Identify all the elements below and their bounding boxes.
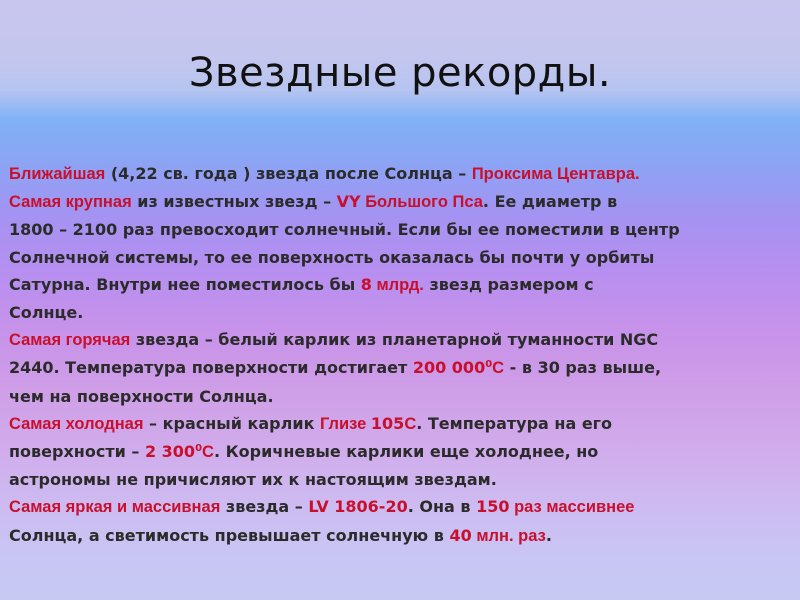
- hottest-temp-text: . Температура поверхности достигает: [53, 358, 413, 378]
- brightest-mass-text: раз массивнее: [509, 498, 635, 517]
- coldest-line-2-end: . Коричневые карлики еще холоднее, но: [213, 442, 599, 462]
- hottest-line-2: [9, 354, 791, 382]
- coldest-line-2-text: поверхности –: [9, 442, 145, 462]
- slide-title: Звездные рекорды.: [188, 50, 612, 96]
- nearest-line-1: [9, 160, 791, 188]
- brightest-lum-number: 40: [449, 525, 472, 545]
- coldest-temp-intro: . Температура на его: [416, 413, 613, 433]
- nearest-star-name: Проксима Центавра.: [471, 165, 640, 183]
- largest-line-4: [9, 271, 791, 299]
- hottest-label: Самая горячая: [9, 331, 131, 350]
- nearest-distance: (4,22 св. года ): [105, 164, 251, 183]
- coldest-star-name: Глизе: [320, 414, 371, 433]
- nearest-text: звезда после Солнца –: [250, 164, 472, 183]
- hottest-degree-sup: 0: [485, 359, 493, 371]
- hottest-factor: 30: [537, 358, 560, 378]
- hottest-line-3: чем на поверхности Солнца.: [9, 386, 274, 406]
- largest-line-5: Солнце.: [9, 303, 84, 323]
- brightest-line-1: [9, 493, 791, 521]
- largest-ratio: 1800 – 2100: [9, 220, 118, 240]
- nearest-label: Ближайшая: [9, 165, 106, 183]
- coldest-degree-sup: 0: [195, 443, 203, 455]
- largest-text: из известных звезд –: [131, 192, 337, 212]
- largest-amount-number: 8: [360, 274, 372, 294]
- coldest-star-suffix: С: [404, 414, 417, 433]
- largest-line-4-text: Сатурна. Внутри нее поместилось бы: [9, 274, 361, 294]
- brightest-text: звезда –: [220, 497, 309, 517]
- brightest-line-2: [9, 522, 791, 550]
- hottest-nebula-code: NGC: [619, 330, 659, 350]
- largest-star-name: Большого Пса: [360, 193, 483, 212]
- coldest-star-number: 105: [370, 413, 405, 433]
- largest-star-code: VY: [336, 192, 361, 212]
- brightest-label: Самая яркая и массивная: [9, 498, 221, 517]
- coldest-line-2: [9, 438, 791, 466]
- coldest-temp-number: 2 300: [144, 442, 196, 462]
- largest-label: Самая крупная: [9, 193, 132, 212]
- coldest-line-3: астрономы не причисляют их к настоящим звездам.: [9, 470, 497, 490]
- largest-line-2-text: раз превосходит солнечный. Если бы ее поместили в центр: [117, 220, 680, 240]
- hottest-nebula-number: 2440: [9, 358, 54, 378]
- brightest-lum-unit: млн. раз: [471, 526, 546, 545]
- largest-diameter-text: . Ее диаметр в: [482, 192, 618, 212]
- largest-line-2: [9, 216, 791, 243]
- largest-line-3: Солнечной системы, то ее поверхность оказалась бы почти у орбиты: [9, 247, 655, 267]
- coldest-temp-unit: С: [202, 443, 214, 462]
- brightest-mass-intro: . Она в: [407, 497, 477, 517]
- coldest-label: Самая холодная: [9, 414, 144, 433]
- brightest-line-2-end: .: [545, 525, 552, 545]
- largest-line-1: [9, 188, 791, 216]
- hottest-times-text: - в: [504, 358, 538, 378]
- hottest-text: звезда – белый карлик из планетарной туманности: [130, 330, 620, 350]
- hottest-times-end: раз выше,: [559, 358, 662, 378]
- largest-amount-unit: млрд.: [371, 275, 424, 294]
- hottest-line-1: [9, 326, 791, 354]
- brightest-star-name: LV 1806-20: [308, 497, 408, 517]
- coldest-line-1: [9, 410, 791, 438]
- hottest-temp-number: 200 000: [412, 358, 486, 378]
- coldest-text: – красный карлик: [143, 413, 320, 433]
- brightest-mass-number: 150: [476, 497, 510, 517]
- hottest-temp-unit: С: [492, 359, 505, 378]
- brightest-line-2-text: Солнца, а светимость превышает солнечную в: [9, 525, 450, 545]
- records-text: [9, 160, 791, 550]
- largest-line-4-end: звезд размером с: [423, 274, 594, 294]
